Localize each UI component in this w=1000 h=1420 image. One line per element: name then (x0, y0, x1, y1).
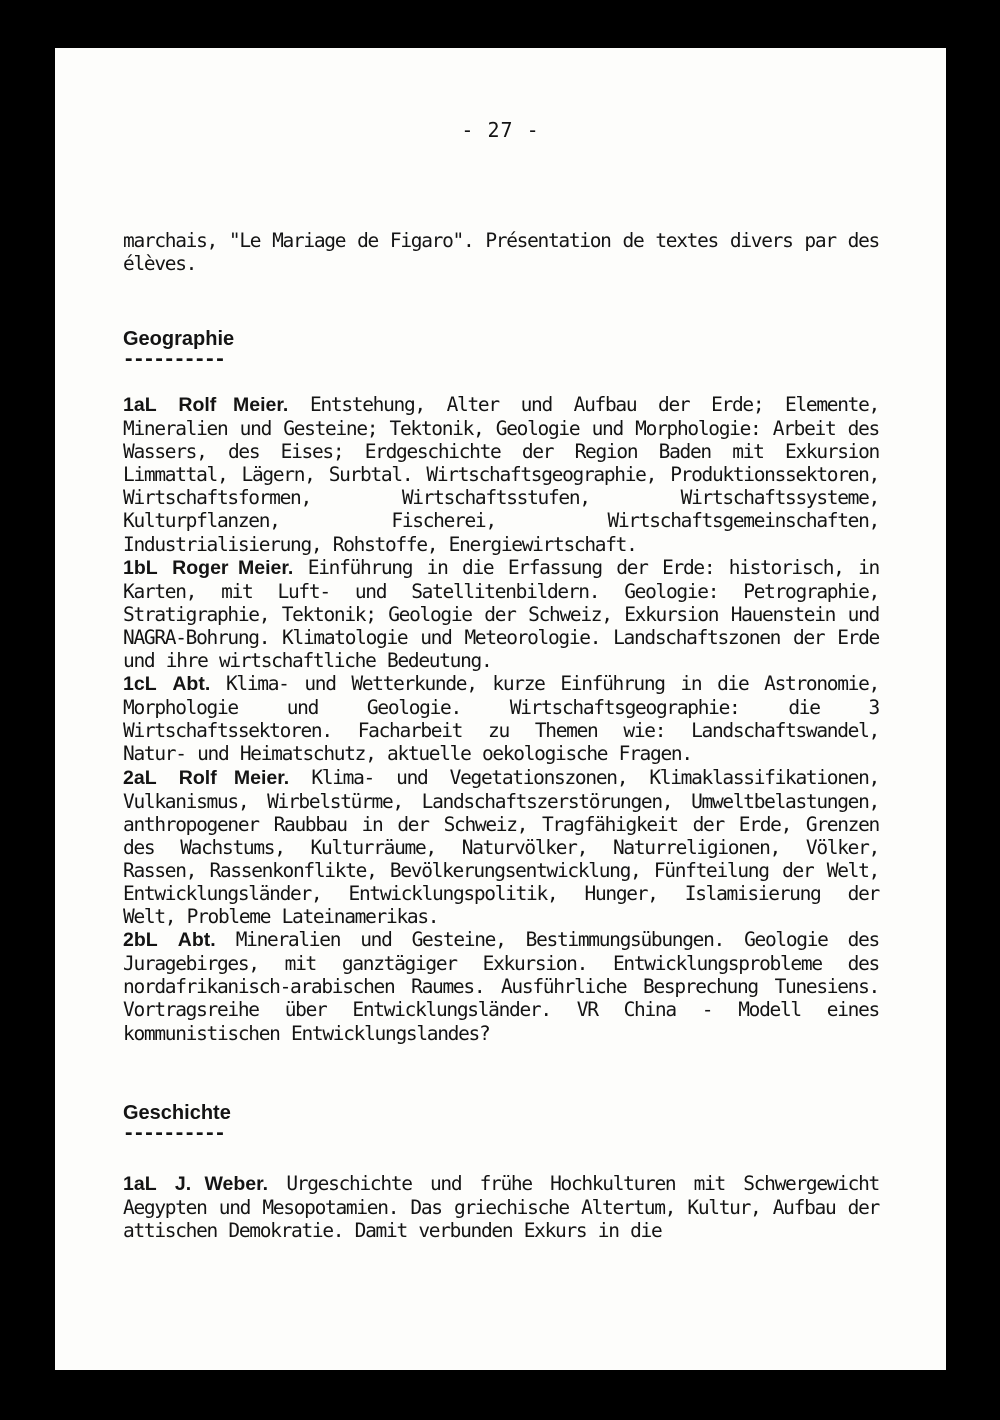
section-heading-geschichte: Geschichte (123, 1102, 231, 1124)
class-label: 2aL (123, 766, 157, 789)
teacher-name: Rolf Meier. (178, 766, 290, 789)
course-entry (123, 928, 879, 1044)
course-entry (123, 672, 879, 765)
class-label: 2bL (123, 929, 158, 952)
teacher-name: J. Weber. (174, 1173, 269, 1195)
page-number: - 27 - (461, 118, 540, 142)
teacher-name: Abt. (177, 929, 216, 952)
section-underline-geographie: ---------- (123, 348, 225, 370)
class-label: 1cL (123, 673, 157, 696)
teacher-name: Abt. (172, 673, 211, 696)
course-entry (123, 1172, 879, 1242)
teacher-name: Rolf Meier. (178, 394, 289, 416)
section-body-geographie (123, 393, 879, 1045)
course-entry (123, 393, 879, 556)
course-description: Entstehung, Alter und Aufbau der Erde; Elemente, Mineralien und Gesteine; Tektonik, Geologie und Morphologie: Arbeit des Wassers, des Eises; Erdgeschichte der Region Baden mit Exkursion Limmattal, Lägern, Surbtal. Wirtschaftsgeographie, Produktionssektoren, Wirtschaftsformen, Wirtschaftsstufen, Wirtschaftssysteme, Kulturpflanzen, Fischerei, Wirtschaftsgemeinschaften, Industrialisierung, Rohstoffe, Energiewirtschaft. (123, 393, 879, 556)
intro-paragraph: marchais, "Le Mariage de Figaro". Présentation de textes divers par des élèves. (123, 229, 879, 276)
section-body-geschichte (123, 1172, 879, 1242)
section-heading-geographie: Geographie (123, 328, 235, 350)
document-page (55, 48, 946, 1370)
course-description: Klima- und Vegetationszonen, Klimaklassifikationen, Vulkanismus, Wirbelstürme, Landschaftszerstörungen, Umweltbelastungen, anthropogener Raubbau in der Schweiz, Tragfähigkeit der Erde, Grenzen des Wachstums, Kulturräume, Naturvölker, Naturreligionen, Völker, Rassen, Rassenkonflikte, Bevölkerungsentwicklung, Fünfteilung der Welt, Entwicklungsländer, Entwicklungspolitik, Hunger, Islamisierung der Welt, Probleme Lateinamerikas. (123, 765, 879, 929)
course-entry (123, 766, 879, 929)
course-entry (123, 556, 879, 672)
class-label: 1aL (123, 1173, 157, 1195)
course-description: Klima- und Wetterkunde, kurze Einführung in die Astronomie, Morphologie und Geologie. Wirtschaftsgeographie: die 3 Wirtschaftssektoren. Facharbeit zu Themen wie: Landschaftswandel, Natur- und Heimatschutz, aktuelle oekologische Fragen. (123, 672, 879, 766)
course-description: Mineralien und Gesteine, Bestimmungsübungen. Geologie des Juragebirges, mit ganztägiger Exkursion. Entwicklungsprobleme des nordafrikanisch-arabischen Raumes. Ausführliche Besprechung Tunesiens. Vortragsreihe über Entwicklungsländer. VR China - Modell eines kommunistischen Entwicklungslandes? (123, 928, 879, 1045)
class-label: 1bL (123, 556, 158, 579)
course-description: Einführung in die Erfassung der Erde: historisch, in Karten, mit Luft- und Satellitenbildern. Geologie: Petrographie, Stratigraphie, Tektonik; Geologie der Schweiz, Exkursion Hauenstein und NAGRA-Bohrung. Klimatologie und Meteorologie. Landschaftszonen der Erde und ihre wirtschaftliche Bedeutung. (123, 555, 879, 673)
course-description: Urgeschichte und frühe Hochkulturen mit Schwergewicht Aegypten und Mesopotamien. Das griechische Altertum, Kultur, Aufbau der attischen Demokratie. Damit verbunden Exkurs in die (123, 1172, 880, 1243)
class-label: 1aL (123, 394, 157, 416)
section-underline-geschichte: ---------- (123, 1122, 225, 1144)
teacher-name: Roger Meier. (172, 556, 294, 579)
